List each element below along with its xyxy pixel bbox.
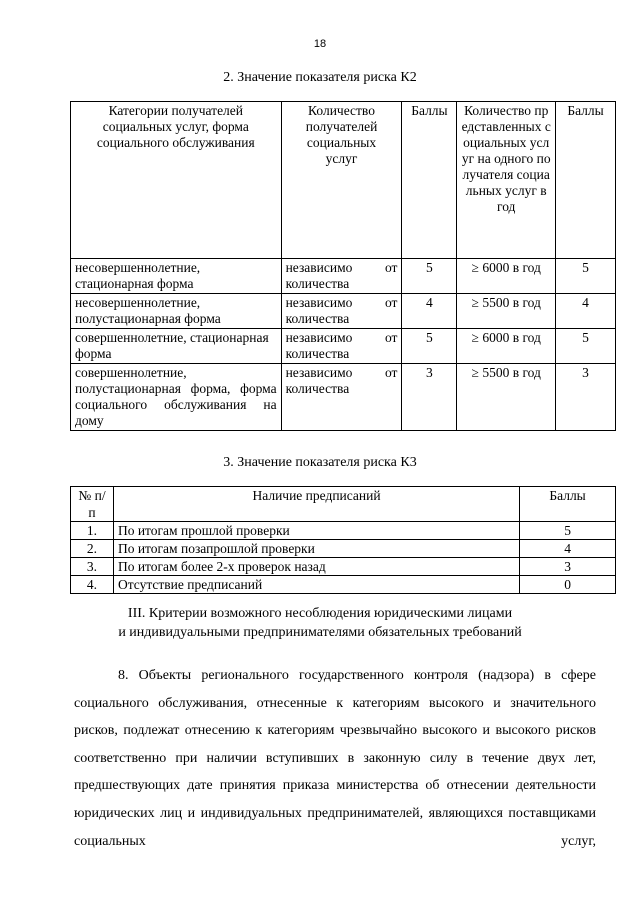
k3-cell-points: 4 <box>520 540 616 558</box>
k3-header-row <box>71 487 616 522</box>
k3-cell-num: 4. <box>71 576 114 594</box>
k3-header-text: Наличие предписаний <box>113 487 519 522</box>
k3-cell-num: 2. <box>71 540 114 558</box>
k2-cell-category: несовершеннолетние, полустационарная форма <box>71 294 282 329</box>
table-row <box>71 540 616 558</box>
k2-cell-services: ≥ 5500 в год <box>457 294 556 329</box>
k2-cell-points1: 5 <box>402 259 457 294</box>
k2-cell-services: ≥ 6000 в год <box>457 259 556 294</box>
table-row <box>71 294 616 329</box>
k3-cell-num: 3. <box>71 558 114 576</box>
table-row <box>71 558 616 576</box>
body-paragraph: 8. Объекты регионального государственного контроля (надзора) в сфере социального обслуживания, отнесенные к категориям высокого и значительного рисков, подлежат отнесению к категориям чрезвычайно высокого и высокого рисков соответственно при наличии вступивших в законную силу в течение двух лет, предшествующих дате принятия приказа министерства об отнесении деятельности юридических лиц и индивидуальных предпринимателей, являющихся поставщиками социальных услуг, <box>74 668 596 849</box>
k3-title: 3. Значение показателя риска К3 <box>223 455 417 470</box>
k2-cell-points1: 4 <box>402 294 457 329</box>
k2-cell-category: несовершеннолетние, стационарная форма <box>71 259 282 294</box>
k2-cell-services: ≥ 6000 в год <box>457 329 556 364</box>
table-row <box>71 364 616 431</box>
k2-header-qty: Количество получателей социальных услуг <box>281 102 402 259</box>
table-row <box>71 259 616 294</box>
k2-cell-points2: 5 <box>556 259 616 294</box>
table-row <box>71 522 616 540</box>
k2-cell-points1: 5 <box>402 329 457 364</box>
k3-table <box>70 486 616 594</box>
table-row <box>71 576 616 594</box>
k3-cell-num: 1. <box>71 522 114 540</box>
k2-header-points1: Баллы <box>402 102 457 259</box>
k3-cell-points: 0 <box>520 576 616 594</box>
k2-header-row <box>71 102 616 259</box>
k2-header-category: Категории получателей социальных услуг, форма социального обслуживания <box>71 102 282 259</box>
k2-cell-points2: 5 <box>556 329 616 364</box>
k3-cell-points: 3 <box>520 558 616 576</box>
k3-header-points: Баллы <box>520 487 616 522</box>
k2-header-services: Количество представленных социальных услуг на одного получателя социальных услуг в год <box>457 102 556 259</box>
k2-header-points2: Баллы <box>556 102 616 259</box>
k2-cell-qty: независимо от количества <box>281 364 402 431</box>
k2-cell-services: ≥ 5500 в год <box>457 364 556 431</box>
k3-cell-text: Отсутствие предписаний <box>113 576 519 594</box>
k2-cell-category: совершеннолетние, полустационарная форма, форма социального обслуживания на дому <box>71 364 282 431</box>
k2-cell-category: совершеннолетние, стационарная форма <box>71 329 282 364</box>
section-heading <box>0 604 640 642</box>
k2-cell-qty: независимо от количества <box>281 259 402 294</box>
k2-title: 2. Значение показателя риска К2 <box>223 70 417 85</box>
k3-cell-text: По итогам прошлой проверки <box>113 522 519 540</box>
k3-header-num: № п/п <box>71 487 114 522</box>
k2-cell-qty: независимо от количества <box>281 294 402 329</box>
k2-cell-points2: 3 <box>556 364 616 431</box>
k2-cell-points2: 4 <box>556 294 616 329</box>
k3-cell-points: 5 <box>520 522 616 540</box>
k3-cell-text: По итогам позапрошлой проверки <box>113 540 519 558</box>
k2-cell-points1: 3 <box>402 364 457 431</box>
section-heading-line2: и индивидуальными предпринимателями обязательных требований <box>118 625 522 640</box>
k2-table <box>70 101 616 431</box>
k2-cell-qty: независимо от количества <box>281 329 402 364</box>
section-heading-line1: III. Критерии возможного несоблюдения юридическими лицами <box>127 606 513 621</box>
page-number: 18 <box>313 38 327 50</box>
k3-cell-text: По итогам более 2-х проверок назад <box>113 558 519 576</box>
table-row <box>71 329 616 364</box>
